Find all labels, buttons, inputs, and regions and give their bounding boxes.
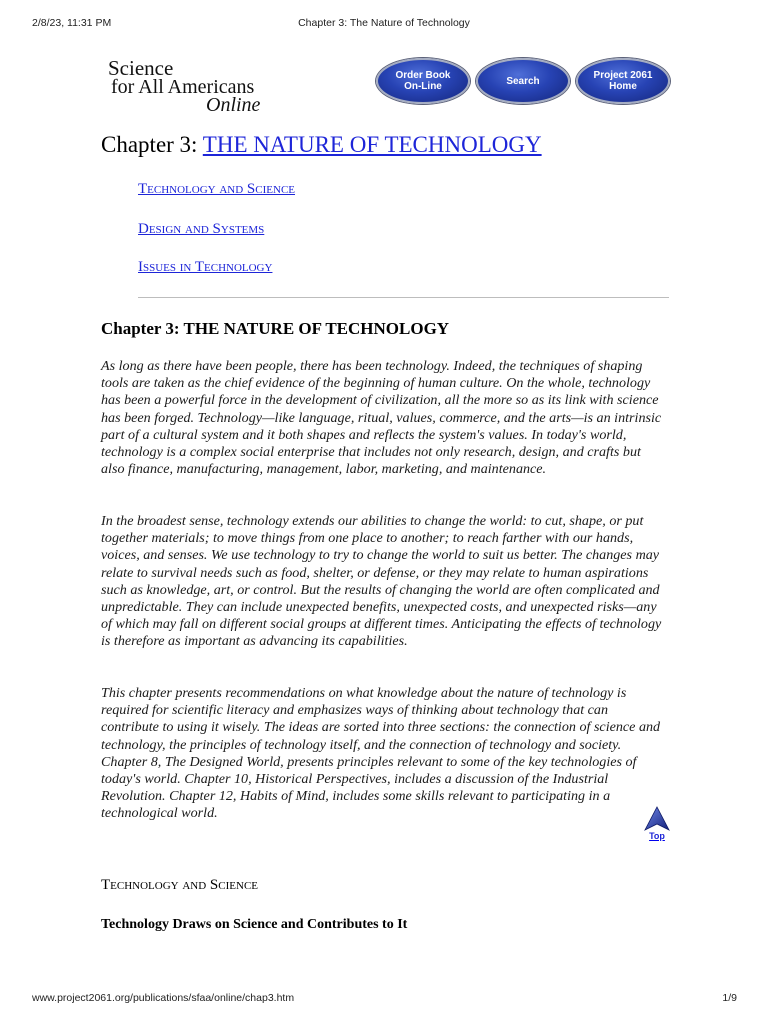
section-heading: Chapter 3: THE NATURE OF TECHNOLOGY bbox=[101, 319, 450, 338]
divider bbox=[138, 297, 669, 298]
print-datetime: 2/8/23, 11:31 PM bbox=[32, 17, 112, 29]
subsubheading: Technology Draws on Science and Contributes to It bbox=[101, 917, 408, 932]
back-to-top-link[interactable] bbox=[641, 806, 673, 846]
toc-item bbox=[138, 180, 295, 198]
intro-paragraph-3: This chapter presents recommendations on what knowledge about the nature of technology is required for scientific literacy and emphasizes ways of thinking about technology that can contribute to using it wisely. The ideas are sorted into three sections: the connection of science and technology, the principles of technology itself, and the connection of technology and society. Chapter 8, The Designed World, presents principles relevant to some of the key technologies of today's world. Chapter 10, Historical Perspectives, includes a discussion of the Industrial Revolution. Chapter 12, Habits of Mind, includes some skills relevant to participating in a technological world. bbox=[101, 685, 661, 822]
intro-paragraph-2: In the broadest sense, technology extends our abilities to change the world: to cut, shape, or put together materials; to move things from one place to another; to reach farther with our hands, voices, and senses. We use technology to try to change the world to suit us better. The changes may relate to survival needs such as food, shelter, or defense, or they may relate to human aspirations such as knowledge, art, or control. But the results of changing the world are often complicated and unpredictable. They can include unexpected benefits, unexpected costs, and unexpected risks—any of which may fall on different social groups at different times. Anticipating the effects of technology is therefore as important as advancing its capabilities. bbox=[101, 513, 662, 650]
chapter-title bbox=[101, 132, 542, 158]
order-book-label: Order Book bbox=[395, 70, 451, 81]
top-label: Top bbox=[649, 831, 665, 841]
project-home-button[interactable] bbox=[576, 58, 670, 104]
site-logo[interactable] bbox=[106, 56, 276, 118]
toc-item bbox=[138, 220, 264, 238]
order-book-label-2: On-Line bbox=[404, 81, 442, 92]
logo-line-science: Science bbox=[108, 56, 174, 80]
chapter-title-prefix: Chapter 3: bbox=[101, 132, 203, 157]
search-label: Search bbox=[506, 75, 540, 87]
intro-paragraph-1: As long as there have been people, there has been technology. Indeed, the techniques of shaping tools are taken as the chief evidence of the beginning of human culture. On the whole, technology has been a powerful force in the development of civilization, all the more so as its link with science has been forged. Technology—like language, ritual, values, commerce, and the arts—is an intrinsic part of a cultural system and it both shapes and reflects the system's values. In today's world, technology is a complex social enterprise that includes not only research, design, and crafts but also finance, manufacturing, management, labor, marketing, and maintenance. bbox=[101, 358, 662, 478]
project-home-label: Project 2061 bbox=[593, 70, 653, 81]
logo-line-online: Online bbox=[206, 94, 261, 116]
print-page-title: Chapter 3: The Nature of Technology bbox=[298, 17, 470, 29]
toc-item bbox=[138, 258, 272, 276]
logo-line-americans: for All Americans bbox=[111, 76, 255, 98]
up-arrow-icon bbox=[644, 806, 670, 832]
print-url: www.project2061.org/publications/sfaa/online/chap3.htm bbox=[32, 992, 295, 1004]
chapter-title-link[interactable]: THE NATURE OF TECHNOLOGY bbox=[202, 132, 542, 157]
order-book-button[interactable] bbox=[376, 58, 470, 104]
search-button[interactable] bbox=[476, 58, 570, 104]
subheading-technology-and-science: Technology and Science bbox=[101, 877, 258, 893]
project-home-label-2: Home bbox=[609, 81, 637, 92]
print-page-number: 1/9 bbox=[722, 992, 737, 1004]
toc-link-design-and-systems[interactable]: Design and Systems bbox=[138, 221, 265, 237]
toc-link-technology-and-science[interactable]: Technology and Science bbox=[138, 181, 295, 197]
toc-link-issues-in-technology[interactable]: Issues in Technology bbox=[138, 259, 273, 275]
